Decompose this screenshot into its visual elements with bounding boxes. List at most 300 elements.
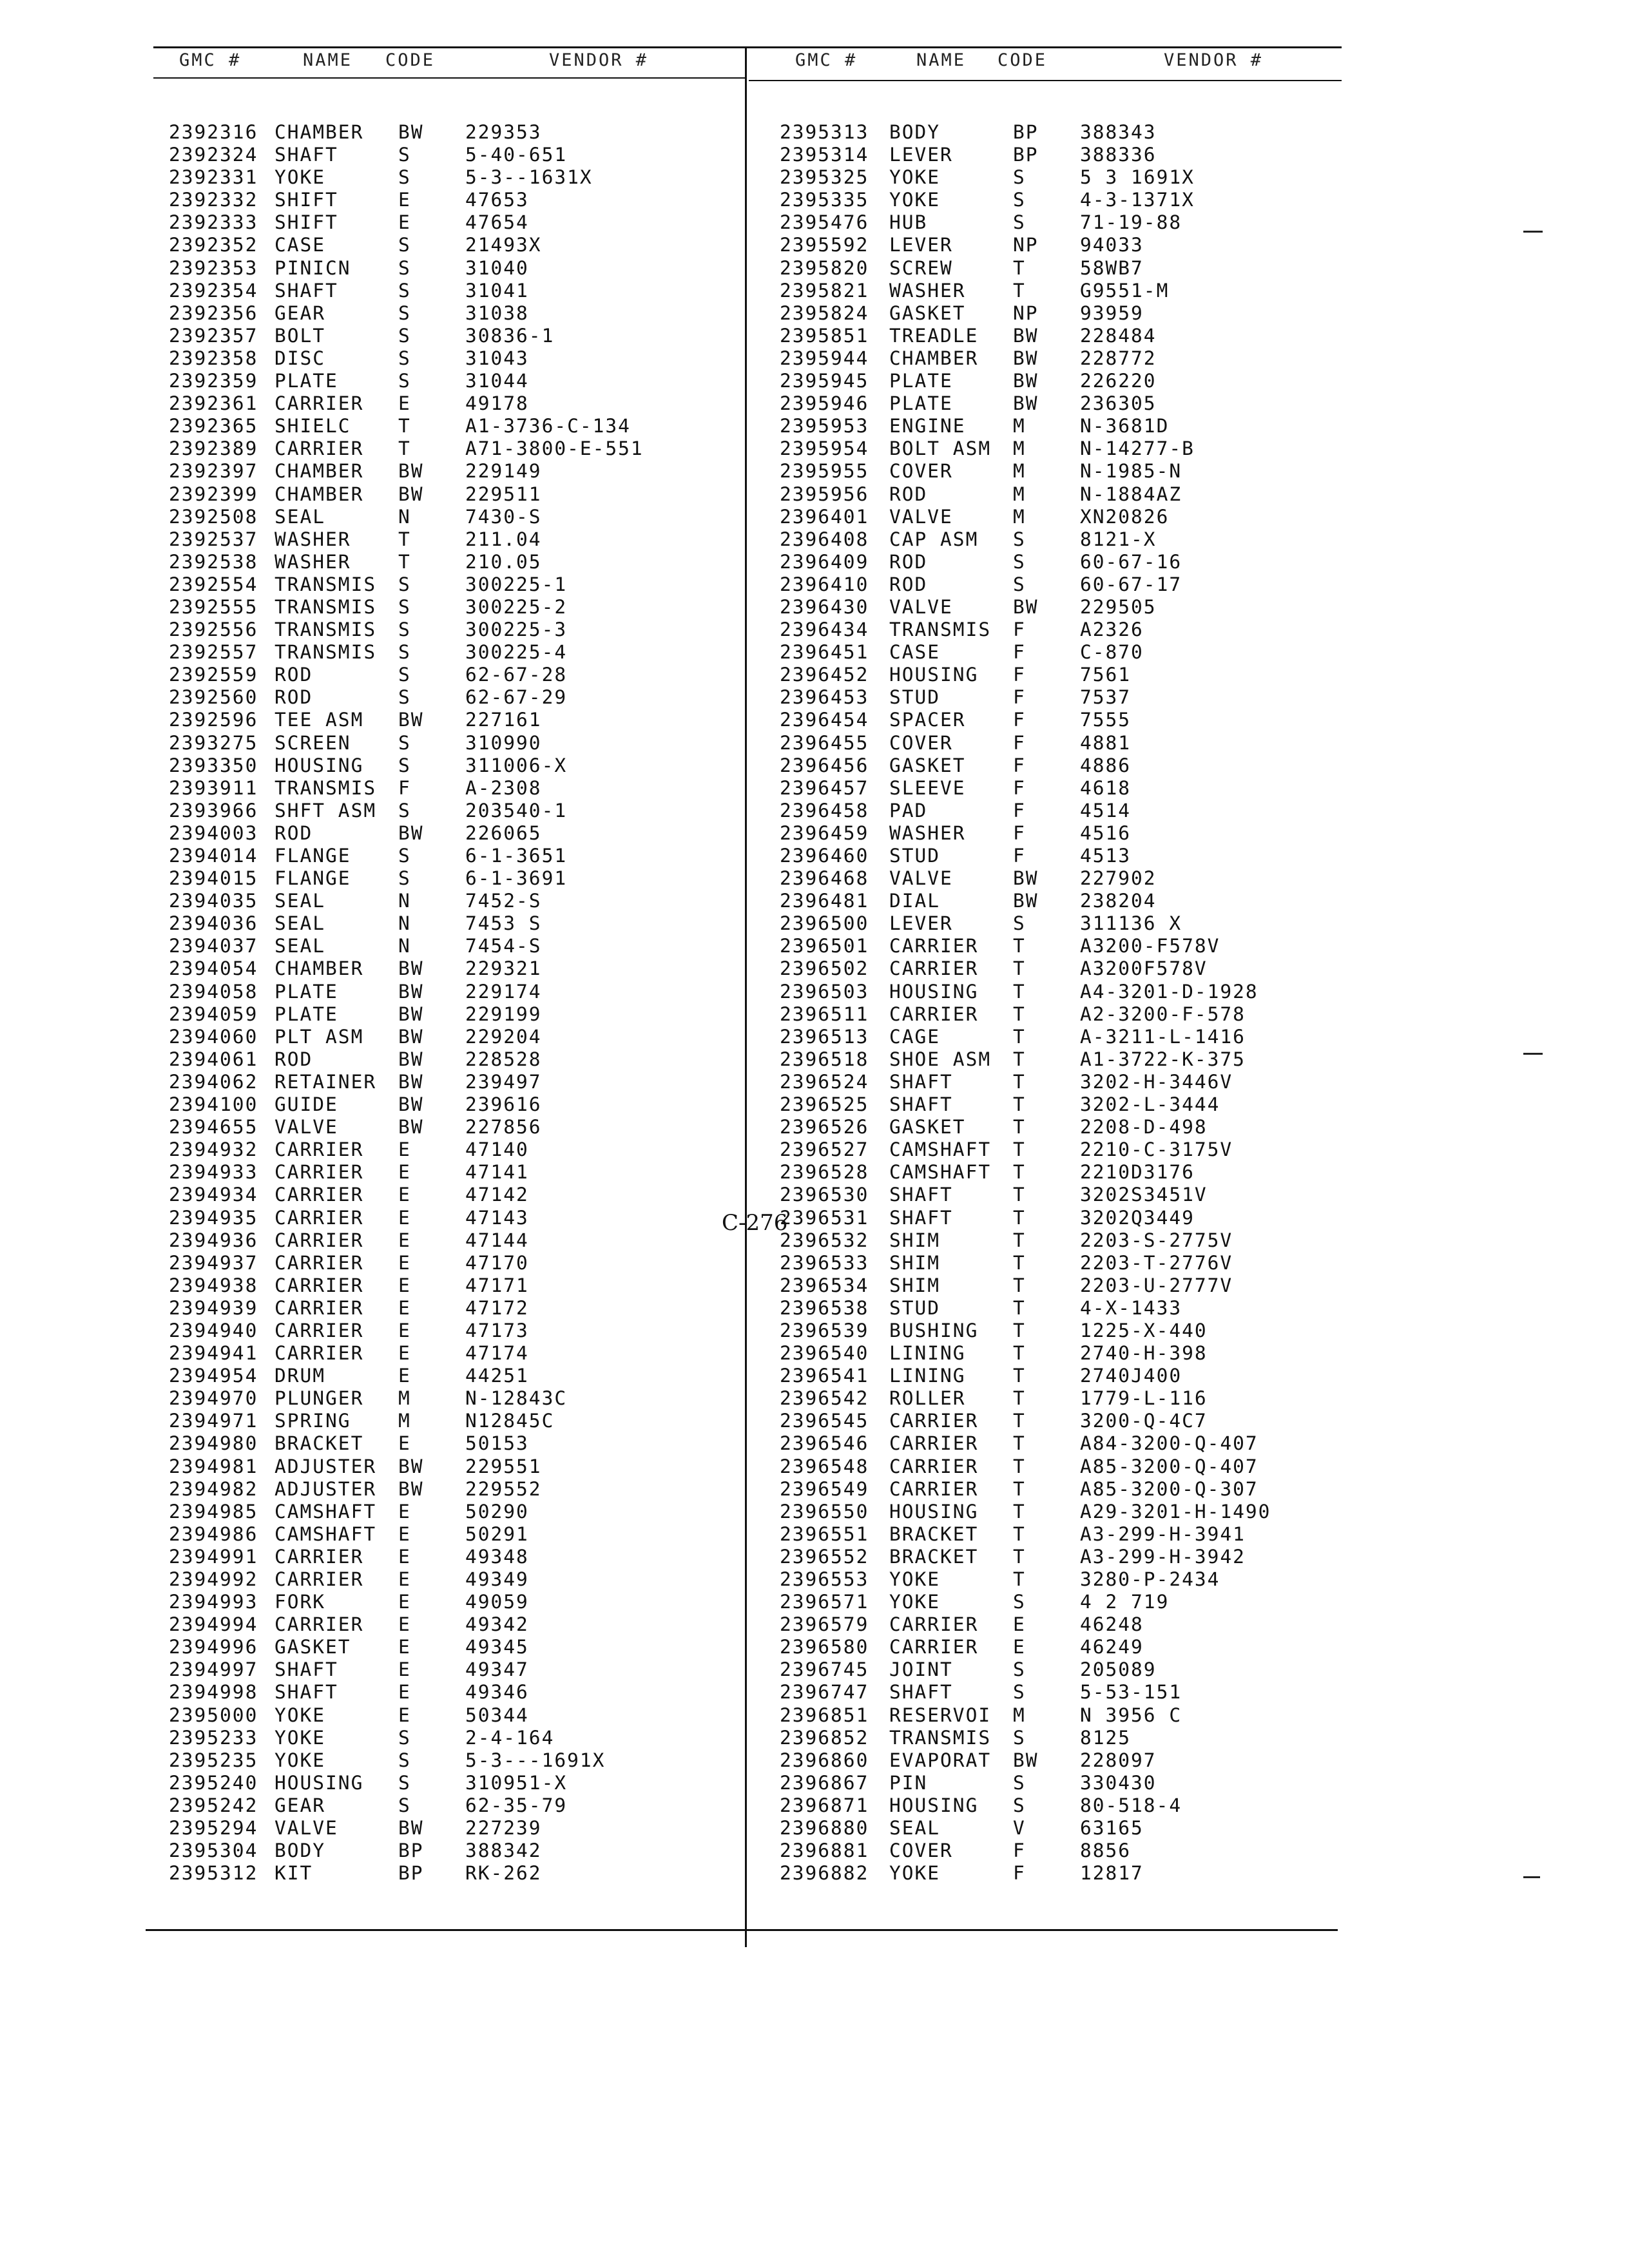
row-gmc: 2394932	[169, 1139, 258, 1161]
row-vendor: 226065	[465, 822, 542, 844]
table-row	[0, 325, 1340, 347]
row-code: S	[1013, 1658, 1026, 1681]
row-gmc: 2392555	[169, 595, 258, 618]
row-vendor: 94033	[1080, 234, 1144, 256]
row-code: F	[1013, 754, 1026, 776]
row-name: SHAFT	[889, 1070, 953, 1093]
row-gmc: 2396481	[780, 890, 869, 912]
row-name: CARRIER	[275, 1274, 364, 1296]
row-code: E	[398, 1342, 411, 1365]
row-name: TRANSMIS	[889, 619, 992, 641]
row-gmc: 2396530	[780, 1184, 869, 1206]
row-code: M	[1013, 415, 1026, 437]
row-code: T	[1013, 1387, 1026, 1410]
row-name: FORK	[275, 1591, 326, 1613]
row-vendor: 80-518-4	[1080, 1794, 1182, 1816]
row-name: CASE	[275, 234, 326, 256]
row-vendor: 3202-L-3444	[1080, 1093, 1220, 1116]
row-gmc: 2394061	[169, 1048, 258, 1070]
row-vendor: 4886	[1080, 754, 1132, 776]
row-gmc: 2396860	[780, 1749, 869, 1771]
left-header-gmc: GMC #	[179, 50, 242, 70]
row-gmc: 2395946	[780, 392, 869, 415]
row-gmc: 2396542	[780, 1387, 869, 1410]
row-vendor: 388336	[1080, 144, 1157, 166]
table-row	[0, 845, 1340, 867]
table-row	[0, 686, 1340, 709]
row-vendor: 6-1-3651	[465, 845, 568, 867]
row-name: CARRIER	[275, 1296, 364, 1319]
row-code: T	[1013, 1410, 1026, 1432]
row-vendor: A85-3200-Q-307	[1080, 1477, 1258, 1500]
row-vendor: 227902	[1080, 867, 1157, 890]
row-vendor: 330430	[1080, 1771, 1157, 1794]
row-gmc: 2394993	[169, 1591, 258, 1613]
row-vendor: 5-53-151	[1080, 1681, 1182, 1704]
row-code: F	[1013, 709, 1026, 731]
row-vendor: 47144	[465, 1229, 529, 1251]
right-parts-list	[0, 121, 1340, 1885]
row-vendor: 3202Q3449	[1080, 1206, 1195, 1229]
row-gmc: 2394937	[169, 1251, 258, 1274]
row-name: TRANSMIS	[275, 619, 377, 641]
row-name: HOUSING	[889, 664, 979, 686]
row-name: SHFT ASM	[275, 799, 377, 822]
row-name: YOKE	[275, 166, 326, 189]
row-code: E	[398, 1704, 411, 1726]
row-gmc: 2396549	[780, 1477, 869, 1500]
row-code: BW	[398, 1070, 424, 1093]
row-code: N	[398, 890, 411, 912]
row-code: E	[1013, 1613, 1026, 1636]
row-gmc: 2394971	[169, 1410, 258, 1432]
table-row	[0, 437, 1340, 460]
row-name: SHAFT	[889, 1184, 953, 1206]
row-name: CHAMBER	[275, 121, 364, 143]
row-gmc: 2396867	[780, 1771, 869, 1794]
row-name: SPRING	[275, 1410, 351, 1432]
row-vendor: 300225-4	[465, 641, 568, 664]
row-name: CARRIER	[889, 957, 979, 980]
row-code: BW	[398, 483, 424, 505]
right-header-vendor: VENDOR #	[1164, 50, 1264, 70]
row-name: TRANSMIS	[275, 573, 377, 595]
top-rule	[153, 46, 1342, 48]
header-rule-left	[153, 77, 746, 79]
table-row	[0, 392, 1340, 415]
row-gmc: 2395314	[780, 144, 869, 166]
table-row	[0, 1320, 1340, 1342]
table-row	[0, 822, 1340, 845]
row-code: E	[398, 1206, 411, 1229]
row-vendor: 62-67-29	[465, 686, 568, 709]
row-gmc: 2394059	[169, 1003, 258, 1025]
table-row	[0, 1252, 1340, 1274]
row-name: HUB	[889, 211, 928, 234]
table-row	[0, 1410, 1340, 1432]
row-vendor: 50153	[465, 1432, 529, 1455]
row-gmc: 2396408	[780, 528, 869, 550]
row-gmc: 2394003	[169, 822, 258, 844]
row-vendor: 6-1-3691	[465, 867, 568, 890]
row-code: S	[398, 166, 411, 189]
table-row	[0, 1478, 1340, 1501]
row-code: T	[1013, 1251, 1026, 1274]
row-vendor: 310951-X	[465, 1771, 568, 1794]
table-row	[0, 1116, 1340, 1139]
row-name: VALVE	[275, 1817, 338, 1840]
row-vendor: 47172	[465, 1296, 529, 1319]
row-vendor: 310990	[465, 731, 542, 754]
row-code: BW	[398, 1817, 424, 1840]
row-code: T	[398, 437, 411, 460]
row-code: BP	[1013, 144, 1039, 166]
row-name: EVAPORAT	[889, 1749, 992, 1771]
row-name: BODY	[275, 1840, 326, 1862]
table-row	[0, 1456, 1340, 1478]
row-gmc: 2392596	[169, 709, 258, 731]
row-vendor: 7452-S	[465, 890, 542, 912]
table-row	[0, 1365, 1340, 1387]
row-vendor: 5-3--1631X	[465, 166, 593, 189]
row-name: CHAMBER	[275, 460, 364, 483]
row-code: F	[1013, 641, 1026, 664]
row-name: PAD	[889, 799, 928, 822]
row-code: E	[398, 1184, 411, 1206]
row-code: S	[1013, 1681, 1026, 1704]
page-number: C-276	[722, 1210, 788, 1236]
row-gmc: 2395304	[169, 1840, 258, 1862]
row-gmc: 2395325	[780, 166, 869, 189]
left-header-vendor: VENDOR #	[549, 50, 649, 70]
row-vendor: 229505	[1080, 595, 1157, 618]
row-vendor: 49349	[465, 1568, 529, 1590]
row-gmc: 2394998	[169, 1681, 258, 1704]
row-name: JOINT	[889, 1658, 953, 1681]
table-row	[0, 1546, 1340, 1568]
row-gmc: 2396459	[780, 822, 869, 844]
row-name: GEAR	[275, 302, 326, 324]
row-gmc: 2395945	[780, 370, 869, 392]
table-row	[0, 754, 1340, 777]
row-code: M	[1013, 483, 1026, 505]
row-vendor: 60-67-17	[1080, 573, 1182, 595]
row-name: LEVER	[889, 912, 953, 935]
row-gmc: 2394934	[169, 1184, 258, 1206]
row-name: DIAL	[889, 890, 941, 912]
table-row	[0, 573, 1340, 596]
row-gmc: 2392560	[169, 686, 258, 709]
table-row	[0, 935, 1340, 957]
row-name: COVER	[889, 1840, 953, 1862]
row-code: M	[1013, 437, 1026, 460]
row-vendor: 300225-1	[465, 573, 568, 595]
row-code: E	[398, 1523, 411, 1545]
row-vendor: N-12843C	[465, 1387, 568, 1410]
row-gmc: 2396541	[780, 1365, 869, 1387]
row-vendor: 5 3 1691X	[1080, 166, 1195, 189]
row-name: VALVE	[889, 867, 953, 890]
row-vendor: 228528	[465, 1048, 542, 1070]
row-code: N	[398, 935, 411, 957]
right-header-name: NAME	[916, 50, 967, 70]
row-vendor: 311136 X	[1080, 912, 1182, 935]
row-name: YOKE	[889, 1591, 941, 1613]
row-name: CARRIER	[889, 1410, 979, 1432]
row-gmc: 2393350	[169, 754, 258, 776]
row-name: WASHER	[275, 528, 351, 550]
row-code: F	[1013, 619, 1026, 641]
row-vendor: 1779-L-116	[1080, 1387, 1208, 1410]
row-code: T	[1013, 1342, 1026, 1365]
row-code: F	[398, 776, 411, 799]
row-vendor: 47140	[465, 1139, 529, 1161]
row-gmc: 2394954	[169, 1365, 258, 1387]
row-vendor: 4514	[1080, 799, 1132, 822]
row-name: ROD	[889, 483, 928, 505]
row-name: CARRIER	[889, 1636, 979, 1658]
row-name: VALVE	[889, 595, 953, 618]
row-code: F	[1013, 664, 1026, 686]
row-name: HOUSING	[889, 1500, 979, 1523]
row-gmc: 2396526	[780, 1116, 869, 1139]
row-vendor: 49348	[465, 1545, 529, 1568]
row-name: SEAL	[889, 1817, 941, 1840]
row-vendor: N-1884AZ	[1080, 483, 1182, 505]
row-vendor: A71-3800-E-551	[465, 437, 644, 460]
row-vendor: 4881	[1080, 731, 1132, 754]
row-vendor: A2326	[1080, 619, 1144, 641]
row-name: PINICN	[275, 256, 351, 279]
row-code: S	[1013, 912, 1026, 935]
row-code: S	[398, 845, 411, 867]
row-gmc: 2396881	[780, 1840, 869, 1862]
row-name: CARRIER	[275, 1251, 364, 1274]
row-vendor: 236305	[1080, 392, 1157, 415]
row-name: GASKET	[889, 754, 966, 776]
table-row	[0, 189, 1340, 211]
row-name: FLANGE	[275, 845, 351, 867]
row-code: E	[1013, 1636, 1026, 1658]
row-vendor: 2740-H-398	[1080, 1342, 1208, 1365]
row-code: BW	[398, 1477, 424, 1500]
table-row	[0, 347, 1340, 370]
row-gmc: 2396401	[780, 505, 869, 528]
row-gmc: 2396511	[780, 1003, 869, 1025]
row-code: BW	[398, 1025, 424, 1048]
row-gmc: 2392356	[169, 302, 258, 324]
row-gmc: 2396468	[780, 867, 869, 890]
row-code: S	[1013, 1591, 1026, 1613]
row-vendor: 300225-3	[465, 619, 568, 641]
row-code: E	[398, 1681, 411, 1704]
row-vendor: 388342	[465, 1840, 542, 1862]
row-gmc: 2392332	[169, 189, 258, 211]
row-gmc: 2396545	[780, 1410, 869, 1432]
row-vendor: 4618	[1080, 776, 1132, 799]
row-gmc: 2394037	[169, 935, 258, 957]
row-gmc: 2394986	[169, 1523, 258, 1545]
row-code: E	[398, 1545, 411, 1568]
row-name: HOUSING	[275, 1771, 364, 1794]
row-code: E	[398, 1229, 411, 1251]
row-name: TRANSMIS	[275, 641, 377, 664]
row-code: S	[398, 324, 411, 347]
row-code: BW	[1013, 324, 1039, 347]
row-name: SHIM	[889, 1229, 941, 1251]
row-gmc: 2396518	[780, 1048, 869, 1070]
table-row	[0, 1387, 1340, 1410]
table-row	[0, 1161, 1340, 1184]
row-vendor: 49342	[465, 1613, 529, 1636]
table-row	[0, 1026, 1340, 1048]
row-name: GUIDE	[275, 1093, 338, 1116]
row-vendor: 7561	[1080, 664, 1132, 686]
row-code: E	[398, 392, 411, 415]
left-header-code: CODE	[385, 50, 436, 70]
row-code: F	[1013, 1840, 1026, 1862]
row-name: RETAINER	[275, 1070, 377, 1093]
row-gmc: 2392559	[169, 664, 258, 686]
row-vendor: 8121-X	[1080, 528, 1157, 550]
row-vendor: N-1985-N	[1080, 460, 1182, 483]
row-code: BW	[1013, 867, 1039, 890]
row-vendor: 31041	[465, 279, 529, 302]
row-vendor: 12817	[1080, 1862, 1144, 1885]
row-gmc: 2395235	[169, 1749, 258, 1771]
row-name: SCREEN	[275, 731, 351, 754]
row-name: GEAR	[275, 1794, 326, 1816]
row-code: E	[398, 1274, 411, 1296]
row-gmc: 2392399	[169, 483, 258, 505]
row-vendor: 49345	[465, 1636, 529, 1658]
row-code: S	[398, 595, 411, 618]
row-gmc: 2396456	[780, 754, 869, 776]
table-row	[0, 415, 1340, 437]
row-code: BW	[398, 1455, 424, 1477]
row-code: N	[398, 505, 411, 528]
row-vendor: A29-3201-H-1490	[1080, 1500, 1271, 1523]
row-gmc: 2396852	[780, 1726, 869, 1749]
row-vendor: A3200F578V	[1080, 957, 1208, 980]
row-gmc: 2394062	[169, 1070, 258, 1093]
table-row	[0, 1681, 1340, 1704]
row-code: S	[398, 1794, 411, 1816]
row-gmc: 2392316	[169, 121, 258, 143]
right-header-gmc: GMC #	[795, 50, 858, 70]
row-gmc: 2395953	[780, 415, 869, 437]
row-name: BRACKET	[889, 1545, 979, 1568]
row-vendor: 62-67-28	[465, 664, 568, 686]
header-rule-right	[749, 80, 1342, 81]
table-row	[0, 1772, 1340, 1794]
row-gmc: 2394941	[169, 1342, 258, 1365]
row-gmc: 2394935	[169, 1206, 258, 1229]
row-name: CARRIER	[889, 1477, 979, 1500]
table-row	[0, 1840, 1340, 1862]
row-gmc: 2396455	[780, 731, 869, 754]
row-gmc: 2396525	[780, 1093, 869, 1116]
row-gmc: 2396454	[780, 709, 869, 731]
row-code: M	[1013, 505, 1026, 528]
row-vendor: 4 2 719	[1080, 1591, 1170, 1613]
row-vendor: 229204	[465, 1025, 542, 1048]
row-code: S	[398, 799, 411, 822]
table-row	[0, 144, 1340, 166]
row-gmc: 2394938	[169, 1274, 258, 1296]
row-name: SHAFT	[275, 279, 338, 302]
row-gmc: 2394058	[169, 980, 258, 1003]
row-gmc: 2395592	[780, 234, 869, 256]
row-code: F	[1013, 731, 1026, 754]
row-vendor: 31044	[465, 370, 529, 392]
row-code: BW	[398, 1116, 424, 1139]
row-code: BW	[398, 822, 424, 844]
table-row	[0, 664, 1340, 686]
row-vendor: 31040	[465, 256, 529, 279]
row-vendor: A-3211-L-1416	[1080, 1025, 1246, 1048]
row-vendor: 2203-T-2776V	[1080, 1251, 1233, 1274]
row-gmc: 2395954	[780, 437, 869, 460]
row-vendor: 30836-1	[465, 324, 555, 347]
row-vendor: 71-19-88	[1080, 211, 1182, 234]
row-name: SEAL	[275, 890, 326, 912]
row-gmc: 2395294	[169, 1817, 258, 1840]
row-gmc: 2392359	[169, 370, 258, 392]
row-code: T	[1013, 1048, 1026, 1070]
row-code: T	[1013, 1545, 1026, 1568]
row-gmc: 2395955	[780, 460, 869, 483]
row-code: F	[1013, 686, 1026, 709]
row-gmc: 2396745	[780, 1658, 869, 1681]
row-gmc: 2396747	[780, 1681, 869, 1704]
row-vendor: 49347	[465, 1658, 529, 1681]
row-gmc: 2395944	[780, 347, 869, 369]
row-name: YOKE	[275, 1704, 326, 1726]
row-name: SHIM	[889, 1274, 941, 1296]
row-code: S	[398, 1726, 411, 1749]
row-code: E	[398, 1251, 411, 1274]
row-gmc: 2395851	[780, 324, 869, 347]
row-gmc: 2394936	[169, 1229, 258, 1251]
row-code: E	[398, 1636, 411, 1658]
row-code: T	[1013, 1025, 1026, 1048]
row-gmc: 2395240	[169, 1771, 258, 1794]
row-vendor: 62-35-79	[465, 1794, 568, 1816]
row-vendor: 5-3---1691X	[465, 1749, 606, 1771]
row-code: S	[1013, 573, 1026, 595]
row-name: LINING	[889, 1365, 966, 1387]
row-name: YOKE	[889, 1862, 941, 1885]
row-name: PIN	[889, 1771, 928, 1794]
row-code: S	[398, 302, 411, 324]
row-code: V	[1013, 1817, 1026, 1840]
row-name: SEAL	[275, 505, 326, 528]
row-code: S	[1013, 211, 1026, 234]
row-vendor: A1-3722-K-375	[1080, 1048, 1246, 1070]
table-row	[0, 1613, 1340, 1636]
row-name: ROD	[889, 573, 928, 595]
row-vendor: 3202-H-3446V	[1080, 1070, 1233, 1093]
row-name: SHAFT	[889, 1093, 953, 1116]
row-gmc: 2395000	[169, 1704, 258, 1726]
table-row	[0, 732, 1340, 754]
table-row	[0, 121, 1340, 144]
row-name: CARRIER	[275, 1139, 364, 1161]
row-name: CARRIER	[275, 1161, 364, 1184]
row-name: SHAFT	[889, 1206, 953, 1229]
row-gmc: 2396527	[780, 1139, 869, 1161]
